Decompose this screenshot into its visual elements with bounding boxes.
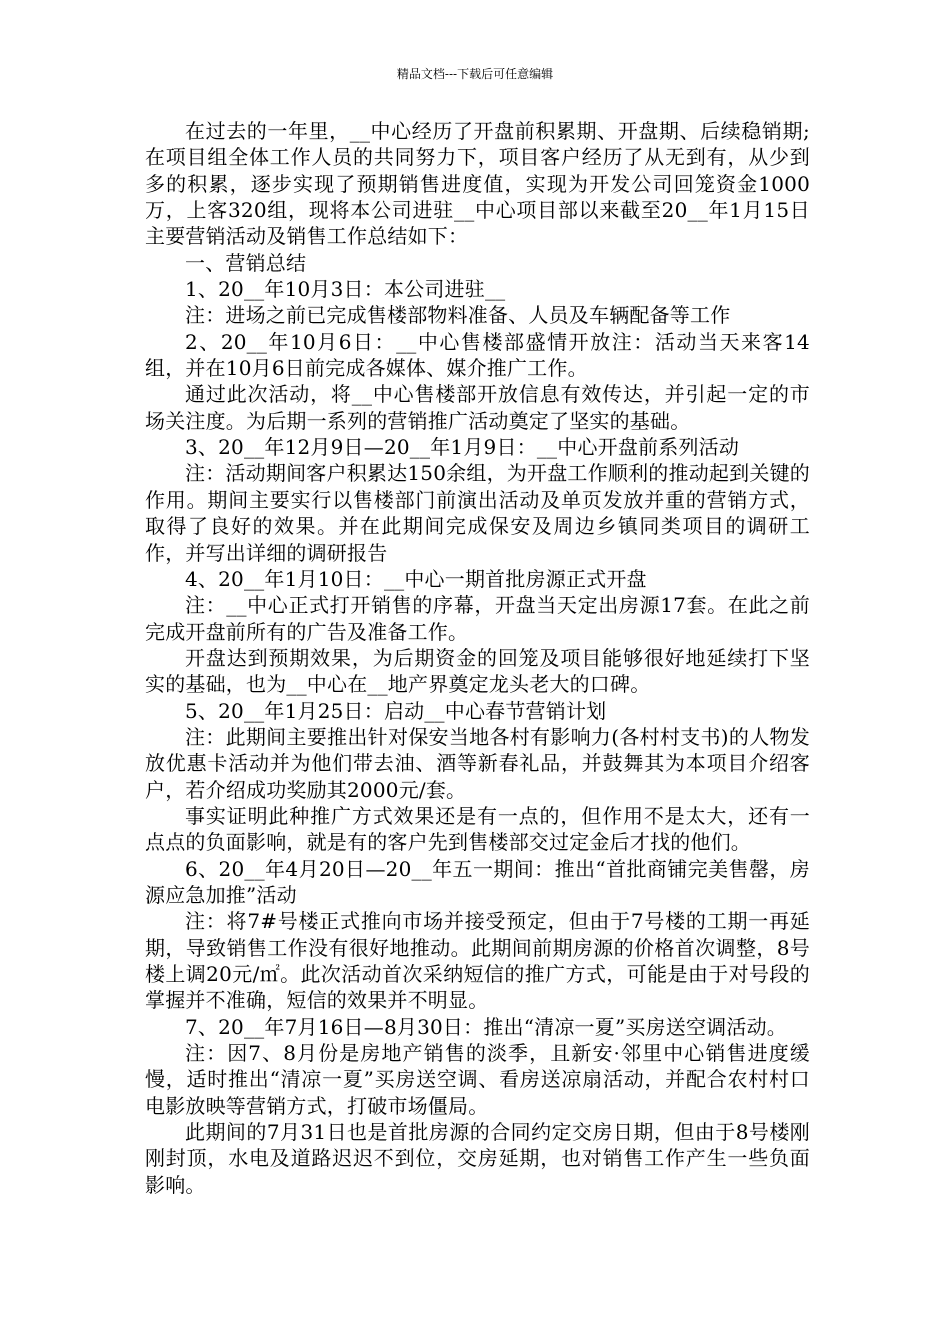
- paragraph-note-1: 注：进场之前已完成售楼部物料准备、人员及车辆配备等工作: [185, 303, 731, 328]
- paragraph-result-7: 此期间的7月31日也是首批房源的合同约定交房日期，但由于8号楼刚刚封顶，水电及道路迟迟不到位，交房延期，也对销售工作产生一些负面影响。: [145, 1120, 810, 1197]
- paragraph-result-4: 开盘达到预期效果，为后期资金的回笼及项目能够很好地延续打下坚实的基础，也为__中心在__地产界奠定龙头老大的口碑。: [145, 645, 810, 697]
- paragraph-note-6: 注：将7#号楼正式推向市场并接受预定，但由于7号楼的工期一再延期，导致销售工作没有很好地推动。此期间前期房源的价格首次调整，8号楼上调20元/㎡。此次活动首次采纳短信的推广方式，可能是由于对号段的掌握并不准确，短信的效果并不明显。: [145, 909, 810, 1013]
- paragraph-note-7: 注：因7、8月份是房地产销售的淡季，且新安·邻里中心销售进度缓慢，适时推出“清凉一夏”买房送空调、看房送凉扇活动，并配合农村村口电影放映等营销方式，打破市场僵局。: [145, 1041, 810, 1118]
- page-header: 精品文档---下载后可任意编辑: [396, 67, 554, 81]
- paragraph-item-4: 4、20__年1月10日：__中心一期首批房源正式开盘: [185, 566, 647, 591]
- paragraph-intro: 在过去的一年里，__中心经历了开盘前积累期、开盘期、后续稳销期;在项目组全体工作人员的共同努力下，项目客户经历了从无到有，从少到多的积累，逐步实现了预期销售进度值，实现为开发公司回笼资金1000万，上客320组，现将本公司进驻__中心项目部以来截至20__年1月15日主要营销活动及销售工作总结如下：: [145, 119, 810, 249]
- section-heading-marketing-summary: 一、营销总结: [185, 250, 307, 275]
- document-body: [145, 118, 810, 1198]
- paragraph-item-1: 1、20__年10月3日：本公司进驻__: [185, 277, 506, 302]
- paragraph-item-3: 3、20__年12月9日—20__年1月9日：__中心开盘前系列活动: [185, 435, 740, 460]
- paragraph-item-5: 5、20__年1月25日：启动__中心春节营销计划: [185, 698, 607, 723]
- paragraph-note-5: 注：此期间主要推出针对保安当地各村有影响力(各村村支书)的人物发放优惠卡活动并为他们带去油、酒等新春礼品，并鼓舞其为本项目介绍客户，若介绍成功奖励其2000元/套。: [145, 724, 810, 802]
- paragraph-item-6: 6、20__年4月20日—20__年五一期间：推出“首批商铺完美售罄，房源应急加推”活动: [145, 856, 810, 907]
- paragraph-item-7: 7、20__年7月16日—8月30日：推出“清凉一夏”买房送空调活动。: [185, 1014, 787, 1039]
- paragraph-note-3: 注：活动期间客户积累达150余组，为开盘工作顺利的推动起到关键的作用。期间主要实行以售楼部门前演出活动及单页发放并重的营销方式，取得了良好的效果。并在此期间完成保安及周边乡镇同类项目的调研工作，并写出详细的调研报告: [145, 461, 810, 565]
- paragraph-result-5: 事实证明此种推广方式效果还是有一点的，但作用不是太大，还有一点点的负面影响，就是有的客户先到售楼部交过定金后才找的他们。: [145, 803, 810, 855]
- paragraph-note-4: 注：__中心正式打开销售的序幕，开盘当天定出房源17套。在此之前完成开盘前所有的广告及准备工作。: [145, 593, 810, 644]
- paragraph-result-2: 通过此次活动，将__中心售楼部开放信息有效传达，并引起一定的市场关注度。为后期一系列的营销推广活动奠定了坚实的基础。: [145, 382, 810, 433]
- paragraph-item-2: 2、20__年10月6日：__中心售楼部盛情开放注：活动当天来客14组，并在10月6日前完成各媒体、媒介推广工作。: [145, 329, 810, 381]
